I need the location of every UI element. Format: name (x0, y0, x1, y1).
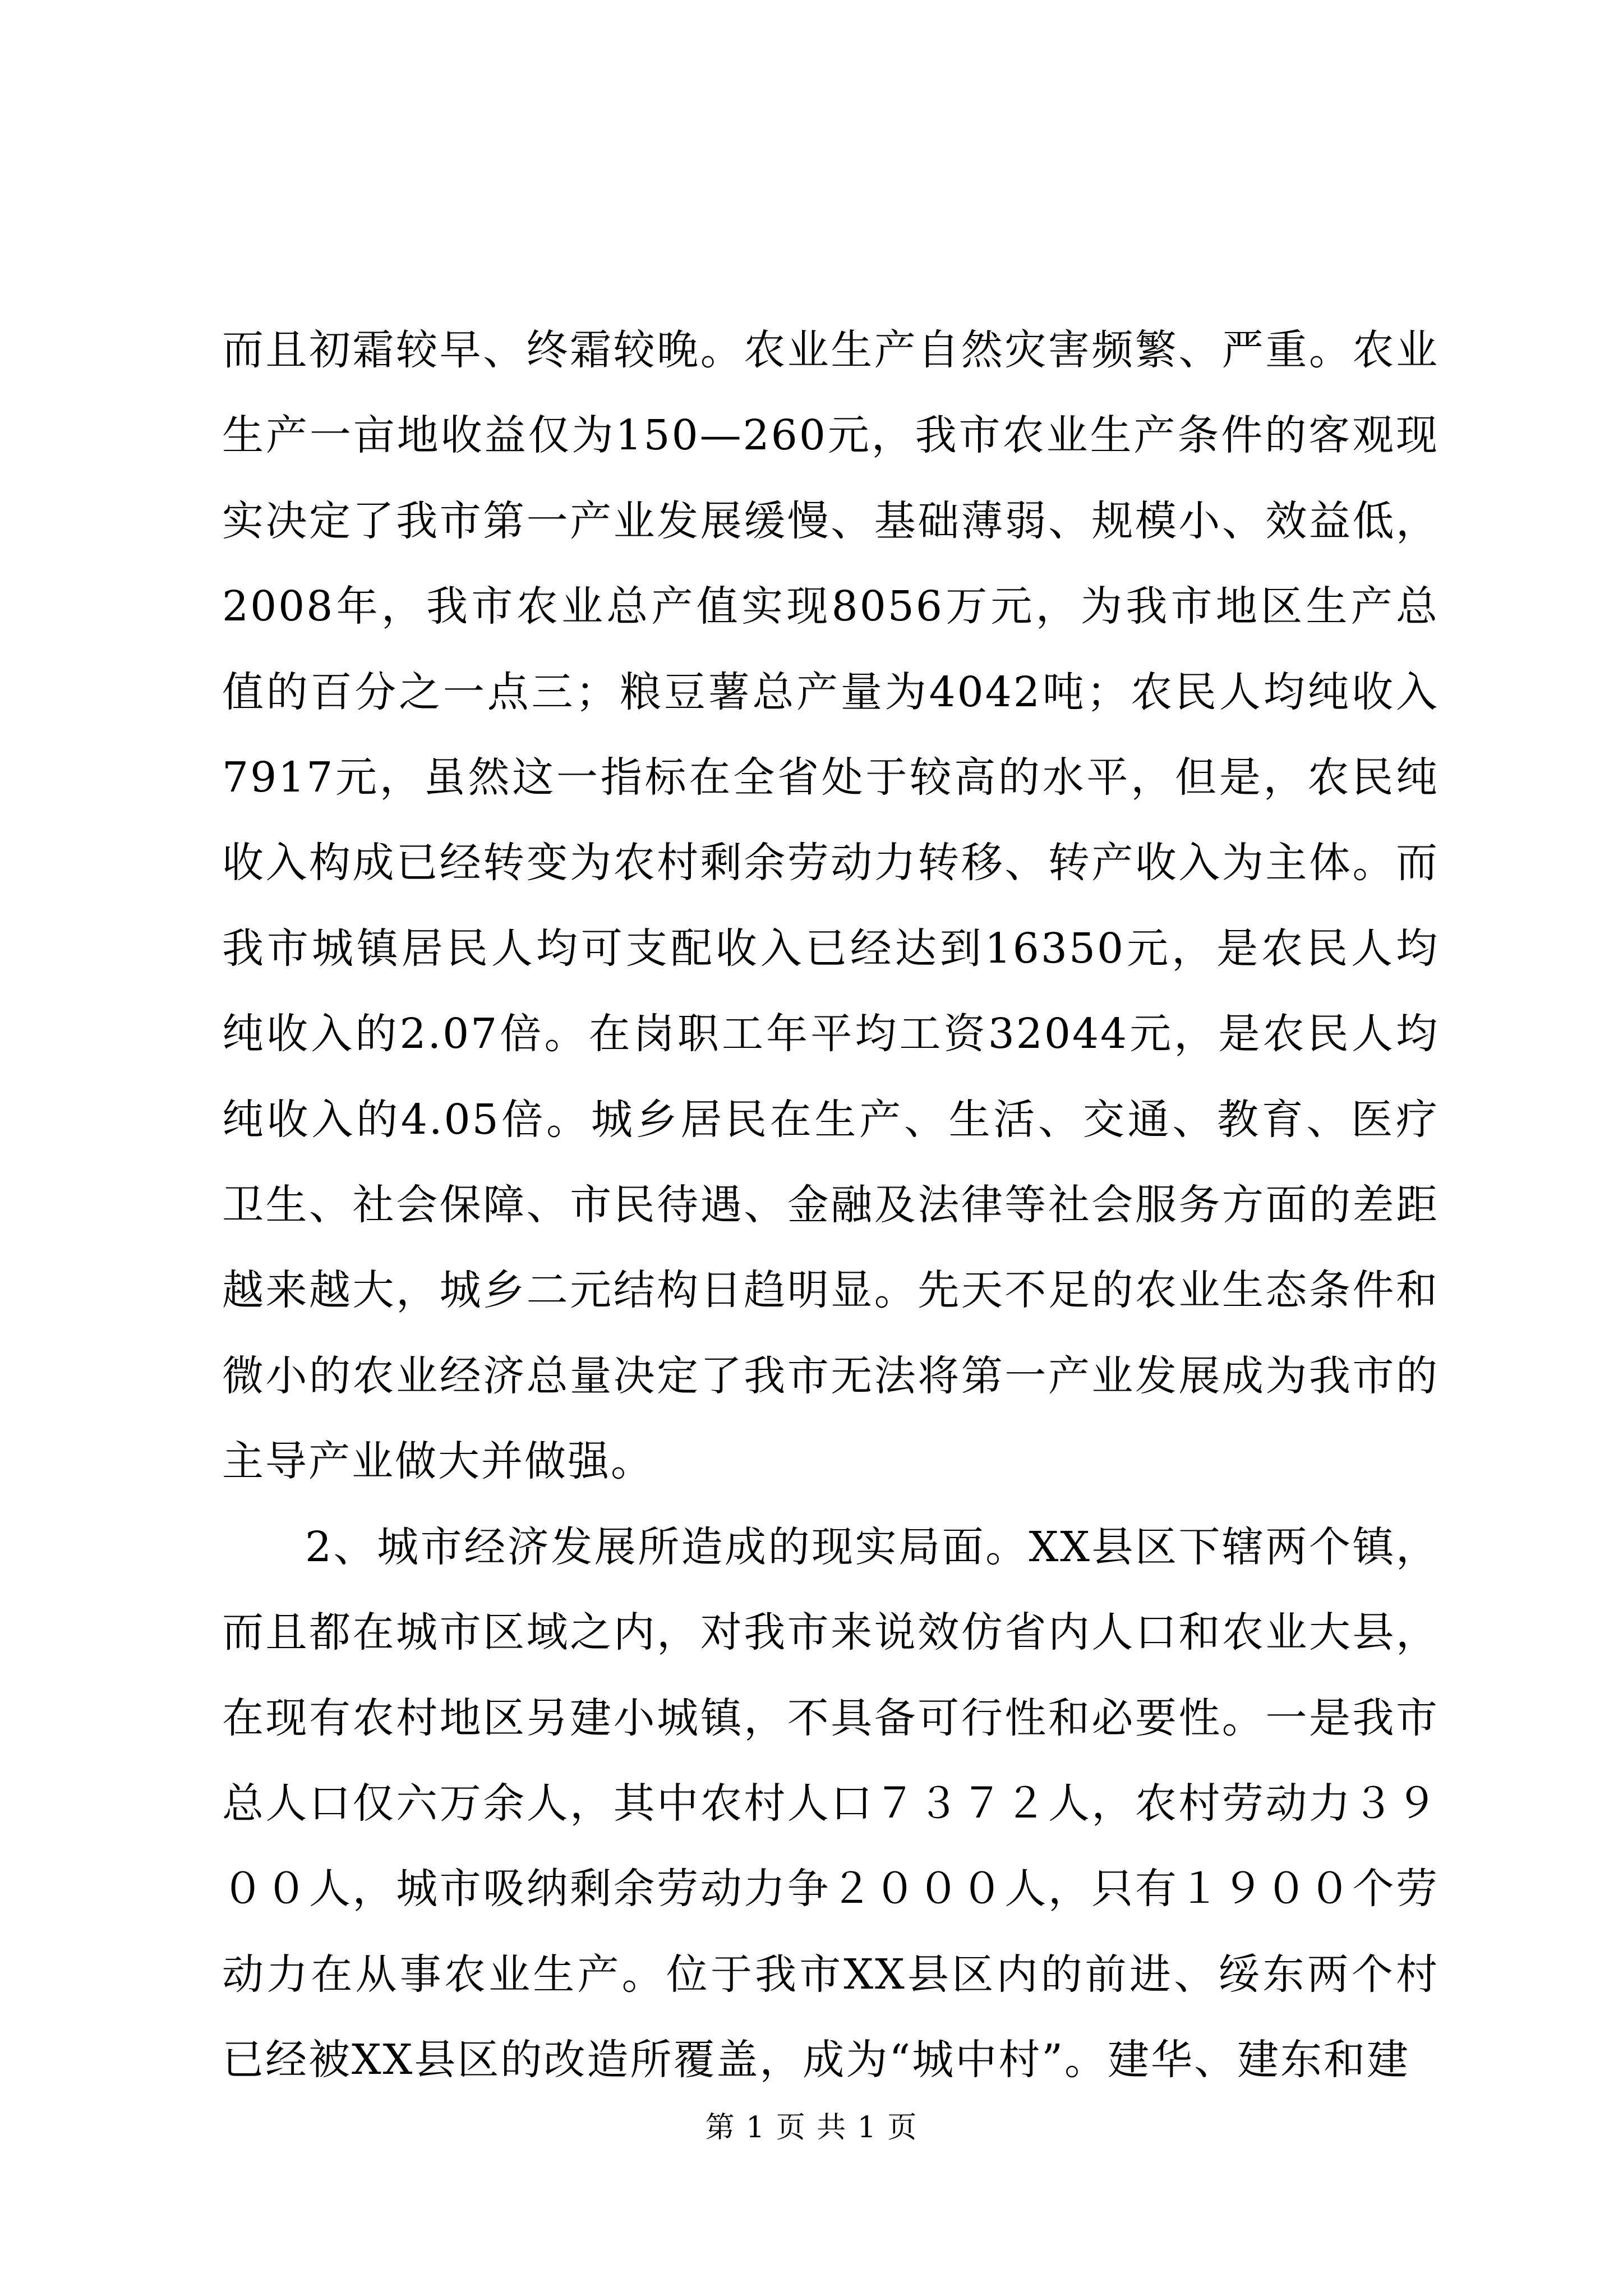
paragraph-urban-economy: 2、城市经济发展所造成的现实局面。XX县区下辖两个镇，而且都在城市区域之内，对我市来说效仿省内人口和农业大县，在现有农村地区另建小城镇，不具备可行性和必要性。一是我市总人口仅六万余人，其中农村人口７３７２人，农村劳动力３９００人，城市吸纳剩余劳动力争２０００人，只有１９００个劳动力在从事农业生产。位于我市XX县区内的前进、绥东两个村已经被XX县区的改造所覆盖，成为“城中村”。建华、建东和建 (222, 1522, 1439, 2085)
document-body (222, 307, 1439, 2103)
paragraph-continued: 而且初霜较早、终霜较晚。农业生产自然灾害频繁、严重。农业生产一亩地收益仅为150—260元，我市农业生产条件的客观现实决定了我市第一产业发展缓慢、基础薄弱、规模小、效益低，2008年，我市农业总产值实现8056万元，为我市地区生产总值的百分之一点三；粮豆薯总产量为4042吨；农民人均纯收入7917元，虽然这一指标在全省处于较高的水平，但是，农民纯收入构成已经转变为农村剩余劳动力转移、转产收入为主体。而我市城镇居民人均可支配收入已经达到16350元，是农民人均纯收入的2.07倍。在岗职工年平均工资32044元，是农民人均纯收入的4.05倍。城乡居民在生产、生活、交通、教育、医疗卫生、社会保障、市民待遇、金融及法律等社会服务方面的差距越来越大，城乡二元结构日趋明显。先天不足的农业生态条件和微小的农业经济总量决定了我市无法将第一产业发展成为我市的主导产业做大并做强。 (222, 326, 1439, 1486)
page-number-footer: 第 1 页 共 1 页 (705, 2111, 918, 2145)
